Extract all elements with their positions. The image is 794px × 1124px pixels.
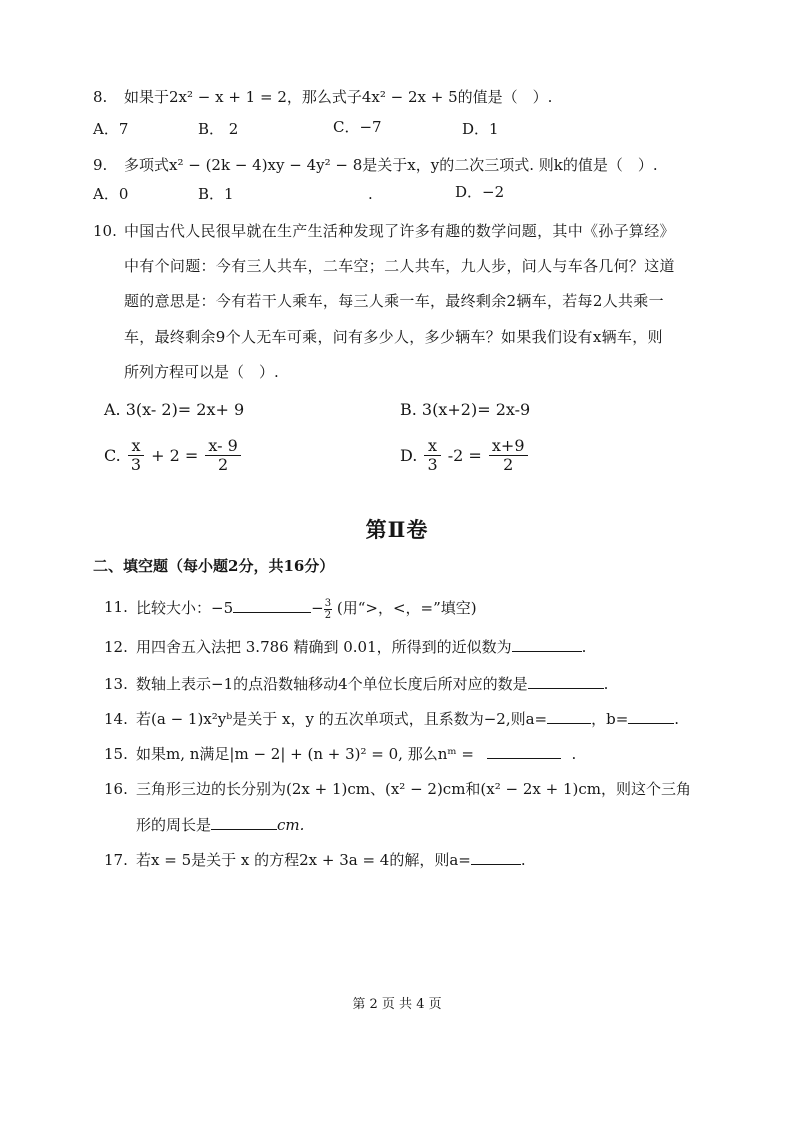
q10-option-b: B. 3(x+2)= 2x-9 — [400, 400, 531, 419]
q8-option-d: D．1 — [462, 120, 499, 138]
page-footer: 第 2 页 共 4 页 — [352, 997, 442, 1012]
q15-number: 15. — [104, 745, 128, 763]
q10-option-c-mid: + 2 = — [151, 446, 199, 465]
q17-text-before: 若x = 5是关于 x 的方程2x + 3a = 4的解，则a= — [136, 851, 471, 869]
q10-option-c — [104, 437, 243, 474]
q8-option-b: B． 2 — [198, 120, 239, 138]
q13-text-after: . — [603, 675, 609, 693]
q13-number: 13. — [104, 675, 128, 693]
q10-option-d-prefix: D. — [400, 446, 418, 465]
q10-option-d-num2: x+9 — [489, 437, 528, 456]
q15-text-before: 如果m, n满足|m − 2| + (n + 3)² = 0, 那么nᵐ = — [136, 745, 474, 763]
q16-line-2 — [136, 815, 304, 835]
q11-blank — [233, 598, 311, 613]
q9-stem: 多项式x² − (2k − 4)xy − 4y² − 8是关于x，y的二次三项式. 则k的值是（ ）. — [124, 156, 658, 174]
q11-content — [136, 597, 477, 621]
q11-number: 11. — [104, 598, 128, 616]
q17-blank — [471, 850, 521, 865]
q9-number: 9. — [93, 156, 108, 174]
q11-text-mid: − — [311, 599, 324, 617]
q12-text-before: 用四舍五入法把 3.786 精确到 0.01，所得到的近似数为 — [136, 638, 512, 656]
q10-option-d-den1: 3 — [427, 455, 438, 474]
q16-text-before: 形的周长是 — [136, 816, 212, 834]
q10-option-c-fraction-left — [128, 437, 144, 474]
q10-option-c-den2: 2 — [218, 455, 229, 474]
q8-option-c: C．−7 — [333, 118, 382, 136]
section-title: 第Ⅱ卷 — [365, 517, 429, 542]
q10-option-d-fraction-left — [424, 437, 440, 474]
q15-content — [136, 744, 576, 764]
q12-text-after: . — [581, 638, 587, 656]
q13-text-before: 数轴上表示−1的点沿数轴移动4个单位长度后所对应的数是 — [136, 675, 528, 693]
q17-number: 17. — [104, 851, 128, 869]
q10-option-a: A. 3(x- 2)= 2x+ 9 — [104, 400, 245, 419]
q9-option-c-mark: . — [368, 185, 373, 203]
q9-option-a: A．0 — [93, 185, 129, 203]
q17-text-after: . — [520, 851, 526, 869]
q10-line-2: 中有个问题：今有三人共车，二车空；二人共车，九人步，问人与车各几何？这道 — [124, 257, 675, 275]
q10-option-c-num1: x — [128, 437, 144, 456]
q10-option-c-den1: 3 — [130, 455, 142, 474]
q11-text-before: 比较大小：−5 — [136, 599, 234, 617]
q11-text-after: (用“>，<，=”填空) — [336, 599, 477, 617]
q10-line-4: 车，最终剩余9个人无车可乘，问有多少人，多少辆车？如果我们设有x辆车，则 — [124, 328, 663, 346]
q14-blank-b — [628, 709, 674, 724]
q11-frac-den: 2 — [324, 609, 332, 621]
q10-option-c-num2: x- 9 — [205, 437, 240, 456]
q15-blank — [487, 744, 561, 759]
q10-line-5: 所列方程可以是（ ）. — [124, 363, 279, 381]
q10-number: 10. — [93, 222, 117, 240]
q13-content — [136, 674, 608, 694]
q14-content — [136, 709, 679, 729]
q10-option-d-fraction-right — [489, 437, 528, 474]
q10-option-c-prefix: C. — [104, 446, 121, 465]
q11-fraction — [324, 598, 332, 621]
q13-blank — [528, 674, 604, 689]
q14-text-after: . — [674, 710, 680, 728]
q11-frac-num: 3 — [324, 597, 332, 609]
q16-text-after: cm. — [277, 816, 305, 834]
q14-text-mid: ，b= — [591, 710, 629, 728]
section2-header: 二、填空题（每小题2分，共16分） — [93, 557, 335, 575]
q10-option-d-num1: x — [424, 437, 440, 456]
q8-option-a: A．7 — [93, 120, 129, 138]
q12-blank — [512, 637, 582, 652]
q12-number: 12. — [104, 638, 128, 656]
q10-option-d-mid: -2 = — [447, 446, 482, 465]
q10-option-d-den2: 2 — [503, 455, 514, 474]
q10-option-c-fraction-right — [205, 437, 240, 474]
q10-option-d — [400, 437, 530, 474]
q12-content — [136, 637, 586, 657]
q16-line-1: 三角形三边的长分别为(2x + 1)cm、(x² − 2)cm和(x² − 2x + 1)cm，则这个三角 — [136, 780, 691, 798]
q10-line-3: 题的意思是：今有若干人乘车，每三人乘一车，最终剩余2辆车，若每2人共乘一 — [124, 292, 664, 310]
q9-option-d: D．−2 — [455, 183, 505, 201]
q9-option-b: B．1 — [198, 185, 234, 203]
q14-text-before: 若(a − 1)x²yᵇ是关于 x，y 的五次单项式，且系数为−2,则a= — [136, 710, 548, 728]
q14-blank-a — [547, 709, 591, 724]
q16-number: 16. — [104, 780, 128, 798]
q10-line-1: 中国古代人民很早就在生产生活种发现了许多有趣的数学问题，其中《孙子算经》 — [124, 222, 675, 240]
q17-content — [136, 850, 526, 870]
q15-text-after: . — [571, 745, 577, 763]
q8-stem: 如果于2x² − x + 1 = 2，那么式子4x² − 2x + 5的值是（ ）. — [124, 88, 553, 106]
q8-number: 8. — [93, 88, 108, 106]
q14-number: 14. — [104, 710, 128, 728]
q16-blank — [211, 815, 277, 830]
